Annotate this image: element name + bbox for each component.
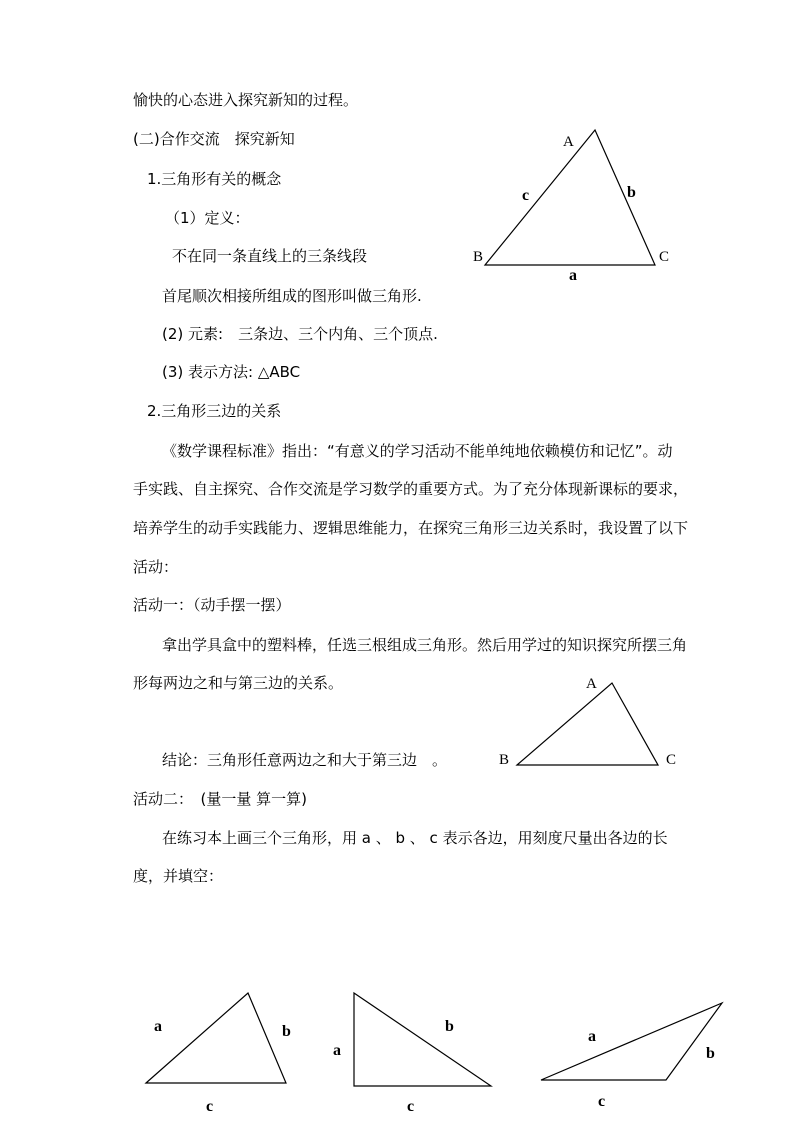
activity-one-text-1: 拿出学具盒中的塑料棒，任选三根组成三角形。然后用学过的知识探究所摆三角: [162, 636, 688, 654]
activity-two-heading: 活动二： (量一量 算一算): [133, 790, 307, 808]
side-c-label: c: [407, 1098, 415, 1115]
side-a-label: a: [588, 1028, 596, 1045]
paragraph-line-1: 《数学课程标准》指出：“有意义的学习活动不能单纯地依赖模仿和记忆”。动: [162, 442, 673, 460]
side-b-label: b: [282, 1023, 291, 1040]
paragraph-line-2: 手实践、自主探究、合作交流是学习数学的重要方式。为了充分体现新课标的要求，: [133, 480, 689, 498]
definition-text-2: 首尾顺次相接所组成的图形叫做三角形.: [162, 287, 422, 305]
practice-triangle-2-shape: [354, 993, 491, 1086]
vertex-c-label: C: [659, 249, 670, 265]
side-c-label: c: [206, 1098, 214, 1115]
paragraph-line-4: 活动：: [133, 558, 179, 576]
vertex-c-label: C: [666, 752, 677, 768]
definition-label: （1）定义：: [165, 209, 250, 227]
conclusion-text: 结论：三角形任意两边之和大于第三边 。: [162, 751, 448, 769]
side-b-label: b: [627, 184, 636, 201]
side-c-label: c: [522, 187, 530, 204]
practice-triangle-2: [325, 985, 505, 1115]
side-a-label: a: [333, 1042, 341, 1059]
section-heading: (二)合作交流 探究新知: [133, 130, 295, 148]
activity-one-heading: 活动一：（动手摆一摆）: [133, 596, 291, 614]
elements-text: (2) 元素: 三条边、三个内角、三个顶点.: [162, 325, 438, 343]
practice-triangle-1: [140, 985, 310, 1115]
vertex-b-label: B: [473, 249, 484, 265]
activity-two-text-1: 在练习本上画三个三角形，用 a 、 b 、 c 表示各边，用刻度尺量出各边的长: [162, 829, 668, 847]
practice-triangle-3-shape: [541, 1003, 722, 1080]
side-b-label: b: [445, 1018, 454, 1035]
vertex-a-label: A: [586, 676, 597, 692]
side-b-label: b: [706, 1045, 715, 1062]
activity-one-triangle-shape: [517, 683, 658, 765]
subheading-concepts: 1.三角形有关的概念: [147, 170, 282, 188]
paragraph-line-3: 培养学生的动手实践能力、逻辑思维能力，在探究三角形三边关系时，我设置了以下: [133, 519, 689, 537]
subheading-side-relation: 2.三角形三边的关系: [147, 402, 282, 420]
side-a-label: a: [154, 1018, 162, 1035]
text-line-1: 愉快的心态进入探究新知的过程。: [133, 91, 359, 109]
side-a-label: a: [569, 267, 577, 284]
vertex-b-label: B: [499, 752, 510, 768]
activity-two-text-2: 度，并填空：: [133, 867, 224, 885]
triangle-abc-figure: [465, 120, 675, 290]
activity-one-text-2: 形每两边之和与第三边的关系。: [133, 674, 344, 692]
activity-one-triangle-figure: [495, 670, 695, 780]
practice-triangle-3: [530, 990, 730, 1115]
side-c-label: c: [598, 1093, 606, 1110]
definition-text-1: 不在同一条直线上的三条线段: [172, 247, 368, 265]
practice-triangle-1-shape: [146, 993, 286, 1083]
vertex-a-label: A: [563, 134, 574, 150]
notation-text: (3) 表示方法: △ABC: [162, 363, 301, 381]
